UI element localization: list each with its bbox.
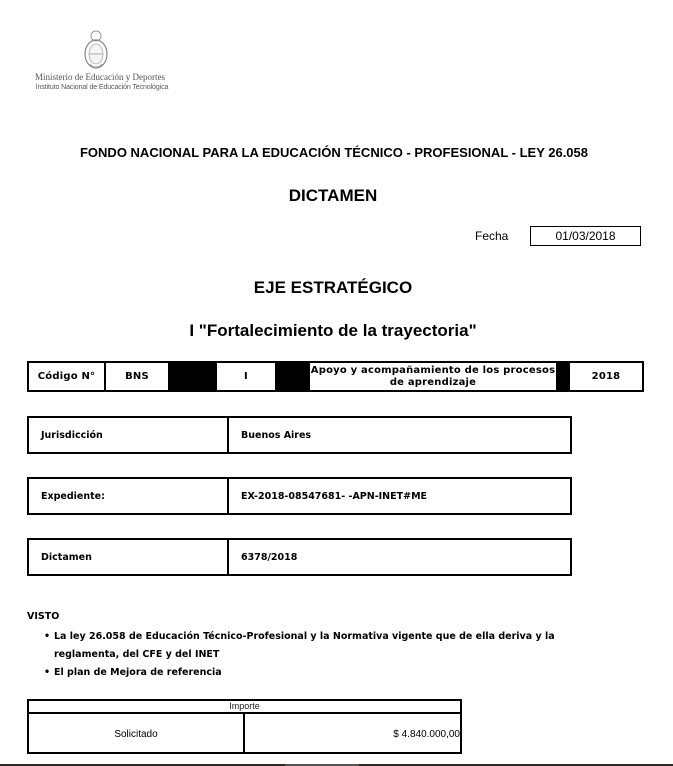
importe-row (29, 714, 460, 754)
year-value: 2018 (591, 371, 621, 382)
dictamen-row (27, 538, 572, 576)
axis-number: I (217, 363, 277, 390)
institute-name: Instituto Nacional de Educación Tecnológica (35, 84, 169, 91)
document-title: DICTAMEN (288, 186, 378, 205)
date-label: Fecha (475, 229, 509, 243)
importe-value: $ 4.840.000,00 (393, 728, 460, 740)
redacted-block (277, 363, 310, 390)
expediente-value: EX-2018-08547681- -APN-INET#ME (241, 490, 428, 502)
expediente-label: Expediente: (29, 479, 229, 513)
importe-table (27, 699, 462, 754)
redacted-block (170, 363, 217, 390)
fund-title: FONDO NACIONAL PARA LA EDUCACIÓN TÉCNICO - PROFESIONAL - LEY 26.058 (79, 145, 588, 160)
visto-item: • El plan de Mejora de referencia (44, 664, 604, 682)
redacted-block (558, 363, 570, 390)
ministry-name: Ministerio de Educación y Deportes (35, 72, 165, 82)
importe-label: Solicitado (29, 714, 245, 754)
visto-list (44, 628, 604, 682)
code-value: BNS (106, 363, 170, 390)
expediente-row (27, 477, 572, 515)
code-row (27, 361, 644, 392)
visto-item: • La ley 26.058 de Educación Técnico-Profesional y la Normativa vigente que de ella deriva y la reglamenta, del CFE y del INET (44, 628, 604, 664)
axis-name: I "Fortalecimiento de la trayectoria" (189, 321, 477, 340)
dictamen-value: 6378/2018 (241, 551, 298, 563)
importe-header: Importe (29, 701, 460, 714)
dictamen-label: Dictamen (29, 540, 229, 574)
line-of-action: Apoyo y acompañamiento de los procesos de aprendizaje (310, 363, 558, 390)
argentina-coat-of-arms-icon (80, 28, 112, 72)
jurisdiction-label: Jurisdicción (29, 418, 229, 452)
axis-heading: EJE ESTRATÉGICO (253, 278, 413, 297)
visto-heading: VISTO (27, 611, 60, 622)
code-label: Código N° (29, 363, 106, 390)
jurisdiction-value: Buenos Aires (241, 429, 312, 441)
jurisdiction-row (27, 416, 572, 454)
date-field: 01/03/2018 (530, 226, 641, 246)
